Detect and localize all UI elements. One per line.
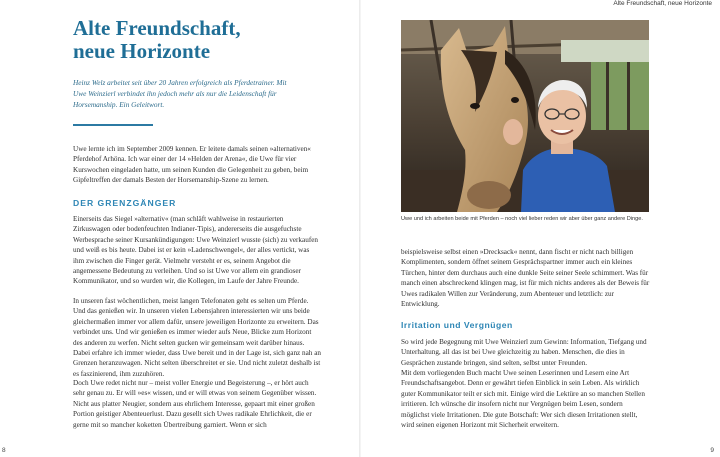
section-heading-grenzgaenger: DER GRENZGÄNGER — [73, 198, 177, 208]
title-line-1: Alte Freundschaft, — [73, 16, 241, 40]
divider-rule — [73, 124, 153, 126]
paragraph-3: Doch Uwe redet nicht nur – meist voller Energie und Begeisterung –, er hört auch sehr genau zu. Er will »es« wissen, und er will etwas von seinem Gegenüber wissen. Nicht aus platter Neugier, sondern aus ehrlichem Interesse, gepaart mit einer großen Portion geistiger Abenteuerlust. Dazu gesellt sich Uwes radikale Ehrlichkeit, die er gerne mit so mancher koketten Übertreibung garniert. Wenn er sich — [73, 379, 317, 429]
photo-caption: Uwe und ich arbeiten beide mit Pferden – noch viel lieber reden wir aber über ganz andere Dinge. — [401, 216, 643, 222]
section-heading-irritation: Irritation und Vergnügen — [401, 320, 513, 330]
right-paragraph-3: Mit dem vorliegenden Buch macht Uwe seinen Leserinnen und Lesern eine Art Freundschaftsangebot. Denn er gewährt tiefen Einblick in sein Leben. Als wirklich guter Kommunikator teilt er sich mit. Einige wird die Lektüre an so manchen Stellen irritieren. Ich wünsche dir insofern nicht nur Vergnügen beim Lesen, sondern möglichst viele Irritationen. Die gute Botschaft: Wer sich diesen Irritationen stellt, wird seinen eigenen Horizont mit Sicherheit erweitern. — [401, 369, 645, 430]
intro-paragraph: Uwe lernte ich im September 2009 kennen. Er leitete damals seinen »alternativen« Pferdehof Arhöna. Ich war einer der 14 »Helden der Arena«, die Uwe für vier Kurswochen eingeladen hatte, um seinen Kunden die Gelegenheit zu geben, beim Gipfeltreffen der damals Besten der Horsemanship-Szene zu lernen. — [73, 145, 311, 185]
running-head: Alte Freundschaft, neue Horizonte — [613, 0, 712, 7]
right-paragraph-1: beispielsweise selbst einen »Drecksack« nennt, dann fischt er nicht nach billigen Komplimenten, sondern öffnet seinem Gesprächspartner immer auch ein kleines Türchen, hinter dem durchaus auch eine dunkle Seite seiner Seele schimmert. Was für manch einen abschreckend klingen mag, ist für mich nichts anderes als der Beweis für Uwes radikalen Willen zur Veränderung, zum Abenteuer und letztlich: zur Entwicklung. — [401, 248, 650, 309]
page-title — [73, 17, 241, 63]
right-paragraph-2: So wird jede Begegnung mit Uwe Weinzierl zum Gewinn: Information, Tiefgang und Unterhaltung, all das ist bei Uwe gleichzeitig zu haben. Menschen, die dies in Gesprächen zustande bringen, sind selten, selbst unter Freunden. — [401, 338, 647, 367]
right-page — [360, 0, 720, 457]
page-number-left: 8 — [2, 447, 6, 454]
paragraph-2: In unseren fast wöchentlichen, meist langen Telefonaten geht es selten um Pferde. Und das genießen wir. In unseren vielen Lebensjahren interessierten wir uns beide gleichermaßen immer vor allem dafür, unsere jeweiligen Horizonte zu erweitern. Das verbindet uns. Und wir genießen es immer wieder aufs Neue, Blicke zum Horizont des anderen zu werfen. Nicht selten gucken wir gemeinsam weit darüber hinaus. Dabei erfahre ich immer wieder, dass Uwe bereit und in der Lage ist, sich ganz nah an Grenzen heranzuwagen. Nicht selten überschreitet er sie. Und nicht zuletzt deshalb ist es faszinierend, ihm zuzuhören. — [73, 297, 321, 378]
paragraph-1: Einerseits das Siegel »alternativ« (man schläft wahlweise in restaurierten Zirkuswagen oder bodenfeuchten Indianer-Tipis), andererseits die ausgefuchste Werbesprache seiner Kursankündigungen: Uwe Weinzierl wusste (sich) zu verkaufen und weiß es bis heute. Dabei ist er kein »Ladenschwengel«, der alles vertickt, was ihm zwischen die Finger gerät. Vielmehr versteht er es, seinem Angebot die angemessene Bedeutung zu verleihen. Und so ist Uwe vor allem ein grandioser Kommunikator, und so wurden wir, die Kollegen, im Laufe der Jahre Freunde. — [73, 215, 318, 286]
page-number-right: 9 — [710, 447, 714, 454]
lead-text: Heinz Welz arbeitet seit über 20 Jahren erfolgreich als Pferdetrainer. Mit Uwe Weinzierl verbindet ihn jedoch mehr als nur die Leidenschaft für Horsemanship. Ein Geleitwort. — [73, 78, 287, 109]
title-line-2: neue Horizonte — [73, 39, 211, 63]
